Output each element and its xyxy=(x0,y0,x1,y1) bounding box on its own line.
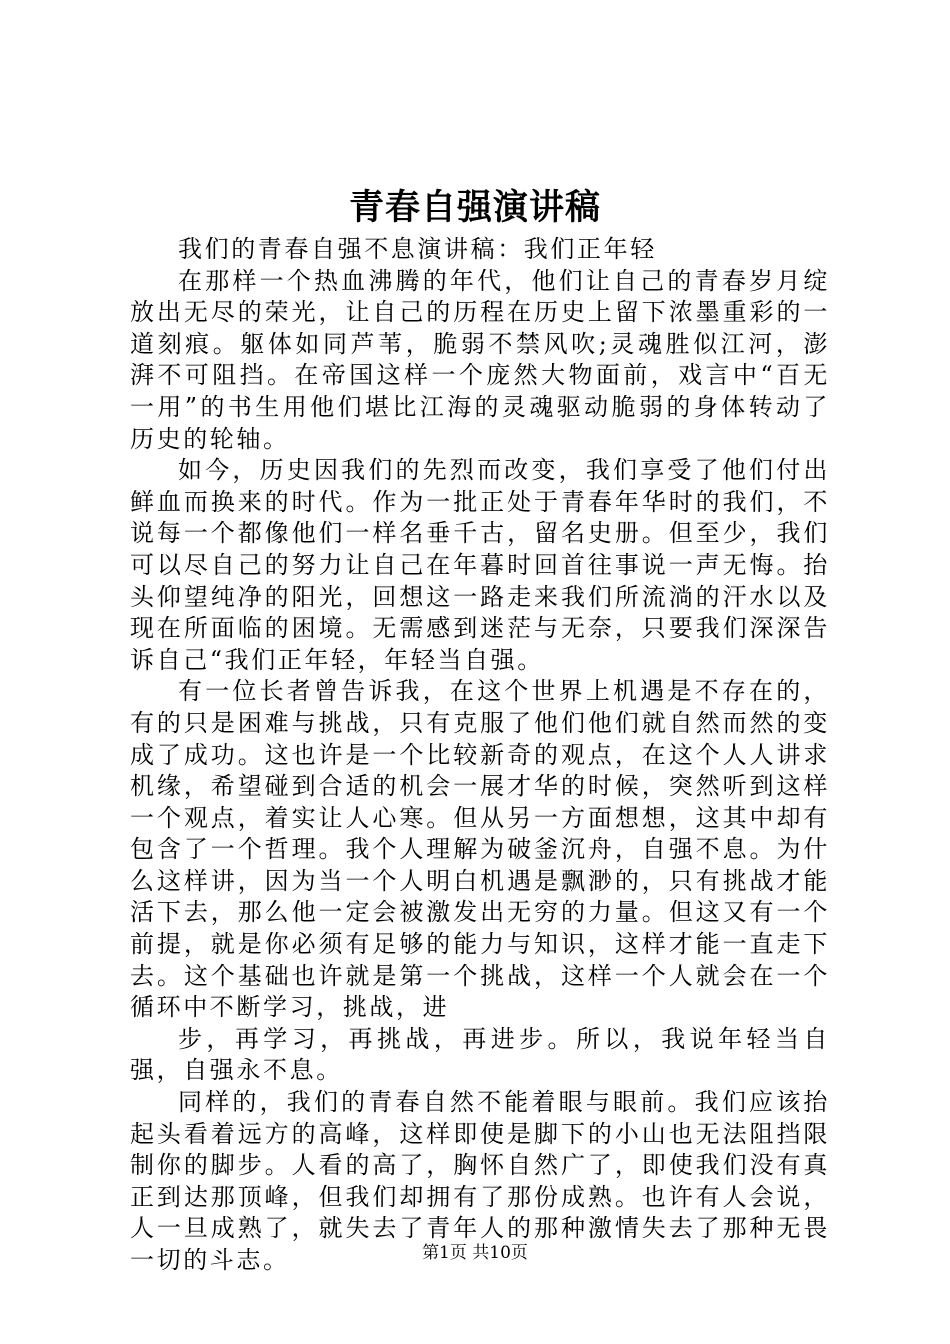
page-number-footer: 第1页 共10页 xyxy=(422,1243,528,1263)
paragraph-subtitle: 我们的青春自强不息演讲稿：我们正年轻 xyxy=(178,235,657,263)
paragraph: 如今，历史因我们的先烈而改变，我们享受了他们付出鲜血而换来的时代。作为一批正处于青春年华时的我们，不说每一个都像他们一样名垂千古，留名史册。但至少，我们可以尽自己的努力让自己在年暮时回首往事说一声无悔。抬头仰望纯净的阳光，回想这一路走来我们所流淌的汗水以及现在所面临的困境。无需感到迷茫与无奈，只要我们深深告诉自己“我们正年轻，年轻当自强。 xyxy=(130,456,830,674)
paragraph: 有一位长者曾告诉我，在这个世界上机遇是不存在的，有的只是困难与挑战，只有克服了他们他们就自然而然的变成了成功。这也许是一个比较新奇的观点，在这个人人讲求机缘，希望碰到合适的机会一展才华的时候，突然听到这样一个观点，着实让人心寒。但从另一方面想想，这其中却有包含了一个哲理。我个人理解为破釜沉舟，自强不息。为什么这样讲，因为当一个人明白机遇是飘渺的，只有挑战才能活下去，那么他一定会被激发出无穷的力量。但这又有一个前提，就是你必须有足够的能力与知识，这样才能一直走下去。这个基础也许就是第一个挑战，这样一个人就会在一个循环中不断学习，挑战，进 xyxy=(130,677,830,1022)
paragraph: 步，再学习，再挑战，再进步。所以，我说年轻当自强，自强永不息。 xyxy=(130,1024,830,1085)
document-title: 青春自强演讲稿 xyxy=(348,187,601,228)
document-body xyxy=(130,234,830,1277)
paragraph: 在那样一个热血沸腾的年代，他们让自己的青春岁月绽放出无尽的荣光，让自己的历程在历史上留下浓墨重彩的一道刻痕。躯体如同芦苇，脆弱不禁风吹;灵魂胜似江河，澎湃不可阻挡。在帝国这样一个庞然大物面前，戏言中“百无一用”的书生用他们堪比江海的灵魂驱动脆弱的身体转动了历史的轮轴。 xyxy=(130,266,830,453)
paragraph: 同样的，我们的青春自然不能着眼与眼前。我们应该抬起头看着远方的高峰，这样即使是脚下的小山也无法阻挡限制你的脚步。人看的高了，胸怀自然广了，即使我们没有真正到达那顶峰，但我们却拥有了那份成熟。也许有人会说，人一旦成熟了，就失去了青年人的那种激情失去了那种无畏一切的斗志。 xyxy=(130,1088,830,1274)
